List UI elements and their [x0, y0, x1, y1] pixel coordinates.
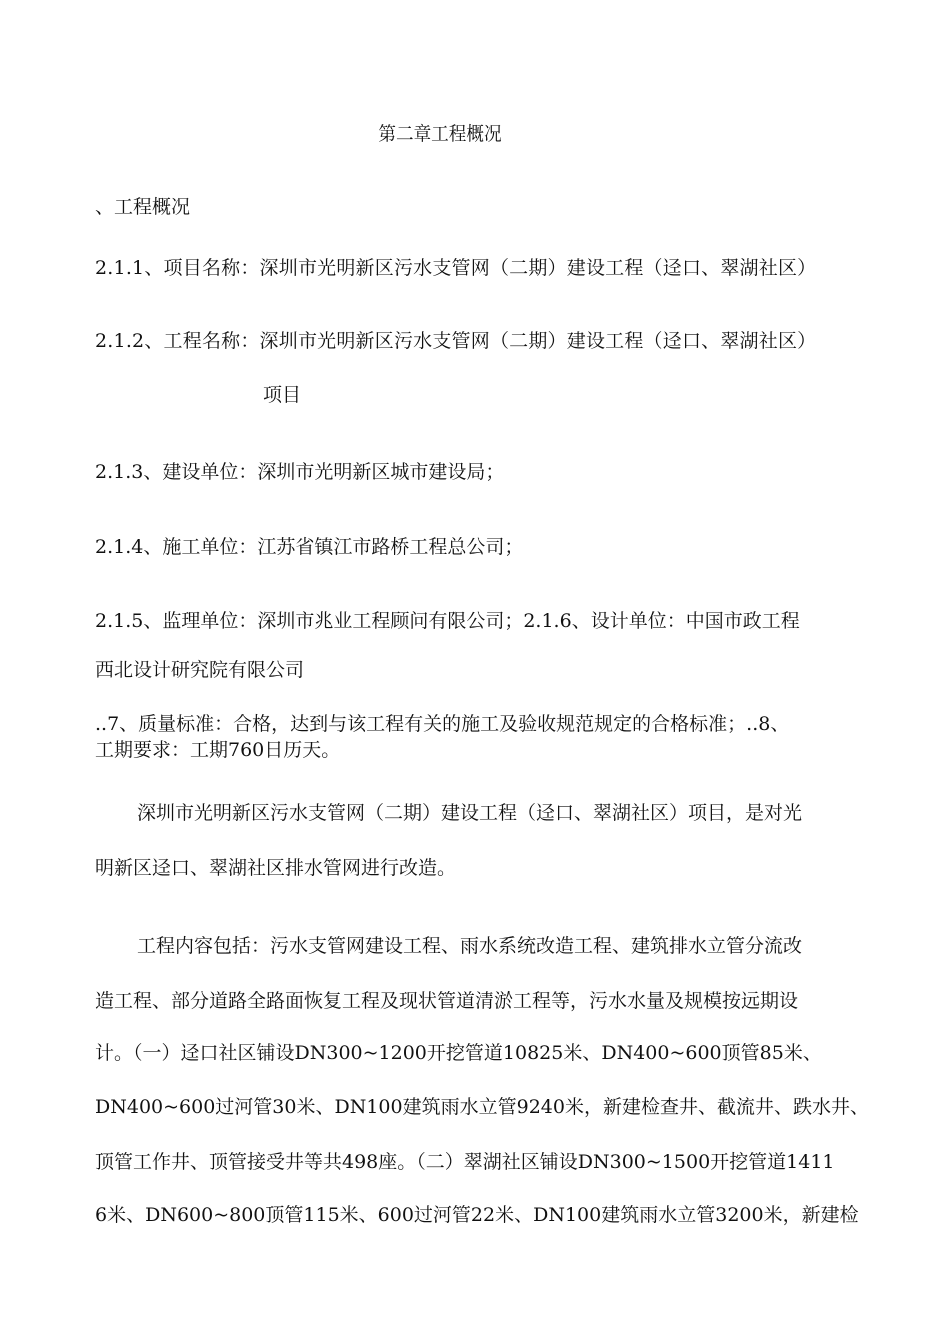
- paragraph-line: 明新区迳口、翠湖社区排水管网进行改造。: [95, 857, 457, 879]
- item-contractor: 2.1.4、施工单位：江苏省镇江市路桥工程总公司；: [95, 536, 524, 558]
- item-construction-unit: 2.1.3、建设单位：深圳市光明新区城市建设局；: [95, 461, 505, 483]
- paragraph-line: 工程内容包括：污水支管网建设工程、雨水系统改造工程、建筑排水立管分流改: [137, 935, 803, 957]
- item-designer-cont: 西北设计研究院有限公司: [95, 659, 305, 681]
- item-project-name: 2.1.1、项目名称：深圳市光明新区污水支管网（二期）建设工程（迳口、翠湖社区）: [95, 257, 817, 279]
- paragraph-line: 顶管工作井、顶管接受井等共498座。（二）翠湖社区铺设DN300~1500开挖管道1411: [95, 1151, 835, 1173]
- item-supervisor-designer: 2.1.5、监理单位：深圳市兆业工程顾问有限公司；2.1.6、设计单位：中国市政工程: [95, 610, 800, 632]
- paragraph-line: 6米、DN600~800顶管115米、600过河管22米、DN100建筑雨水立管3200米，新建检: [95, 1204, 859, 1226]
- chapter-title: 第二章工程概况: [378, 123, 502, 145]
- item-duration: 工期要求：工期760日历天。: [95, 739, 341, 761]
- item-quality-standard: ..7、质量标准：合格，达到与该工程有关的施工及验收规范规定的合格标准；..8、: [95, 713, 790, 735]
- item-engineering-name: 2.1.2、工程名称：深圳市光明新区污水支管网（二期）建设工程（迳口、翠湖社区）: [95, 330, 817, 352]
- paragraph-line: 计。（一）迳口社区铺设DN300~1200开挖管道10825米、DN400~600顶管85米、: [95, 1042, 822, 1064]
- section-heading: 、工程概况: [95, 196, 191, 218]
- paragraph-line: DN400~600过河管30米、DN100建筑雨水立管9240米，新建检查井、截流井、跌水井、: [95, 1096, 869, 1118]
- paragraph-line: 深圳市光明新区污水支管网（二期）建设工程（迳口、翠湖社区）项目，是对光: [137, 802, 803, 824]
- paragraph-line: 造工程、部分道路全路面恢复工程及现状管道清淤工程等，污水水量及规模按远期设: [95, 990, 799, 1012]
- item-engineering-name-cont: 项目: [263, 384, 302, 406]
